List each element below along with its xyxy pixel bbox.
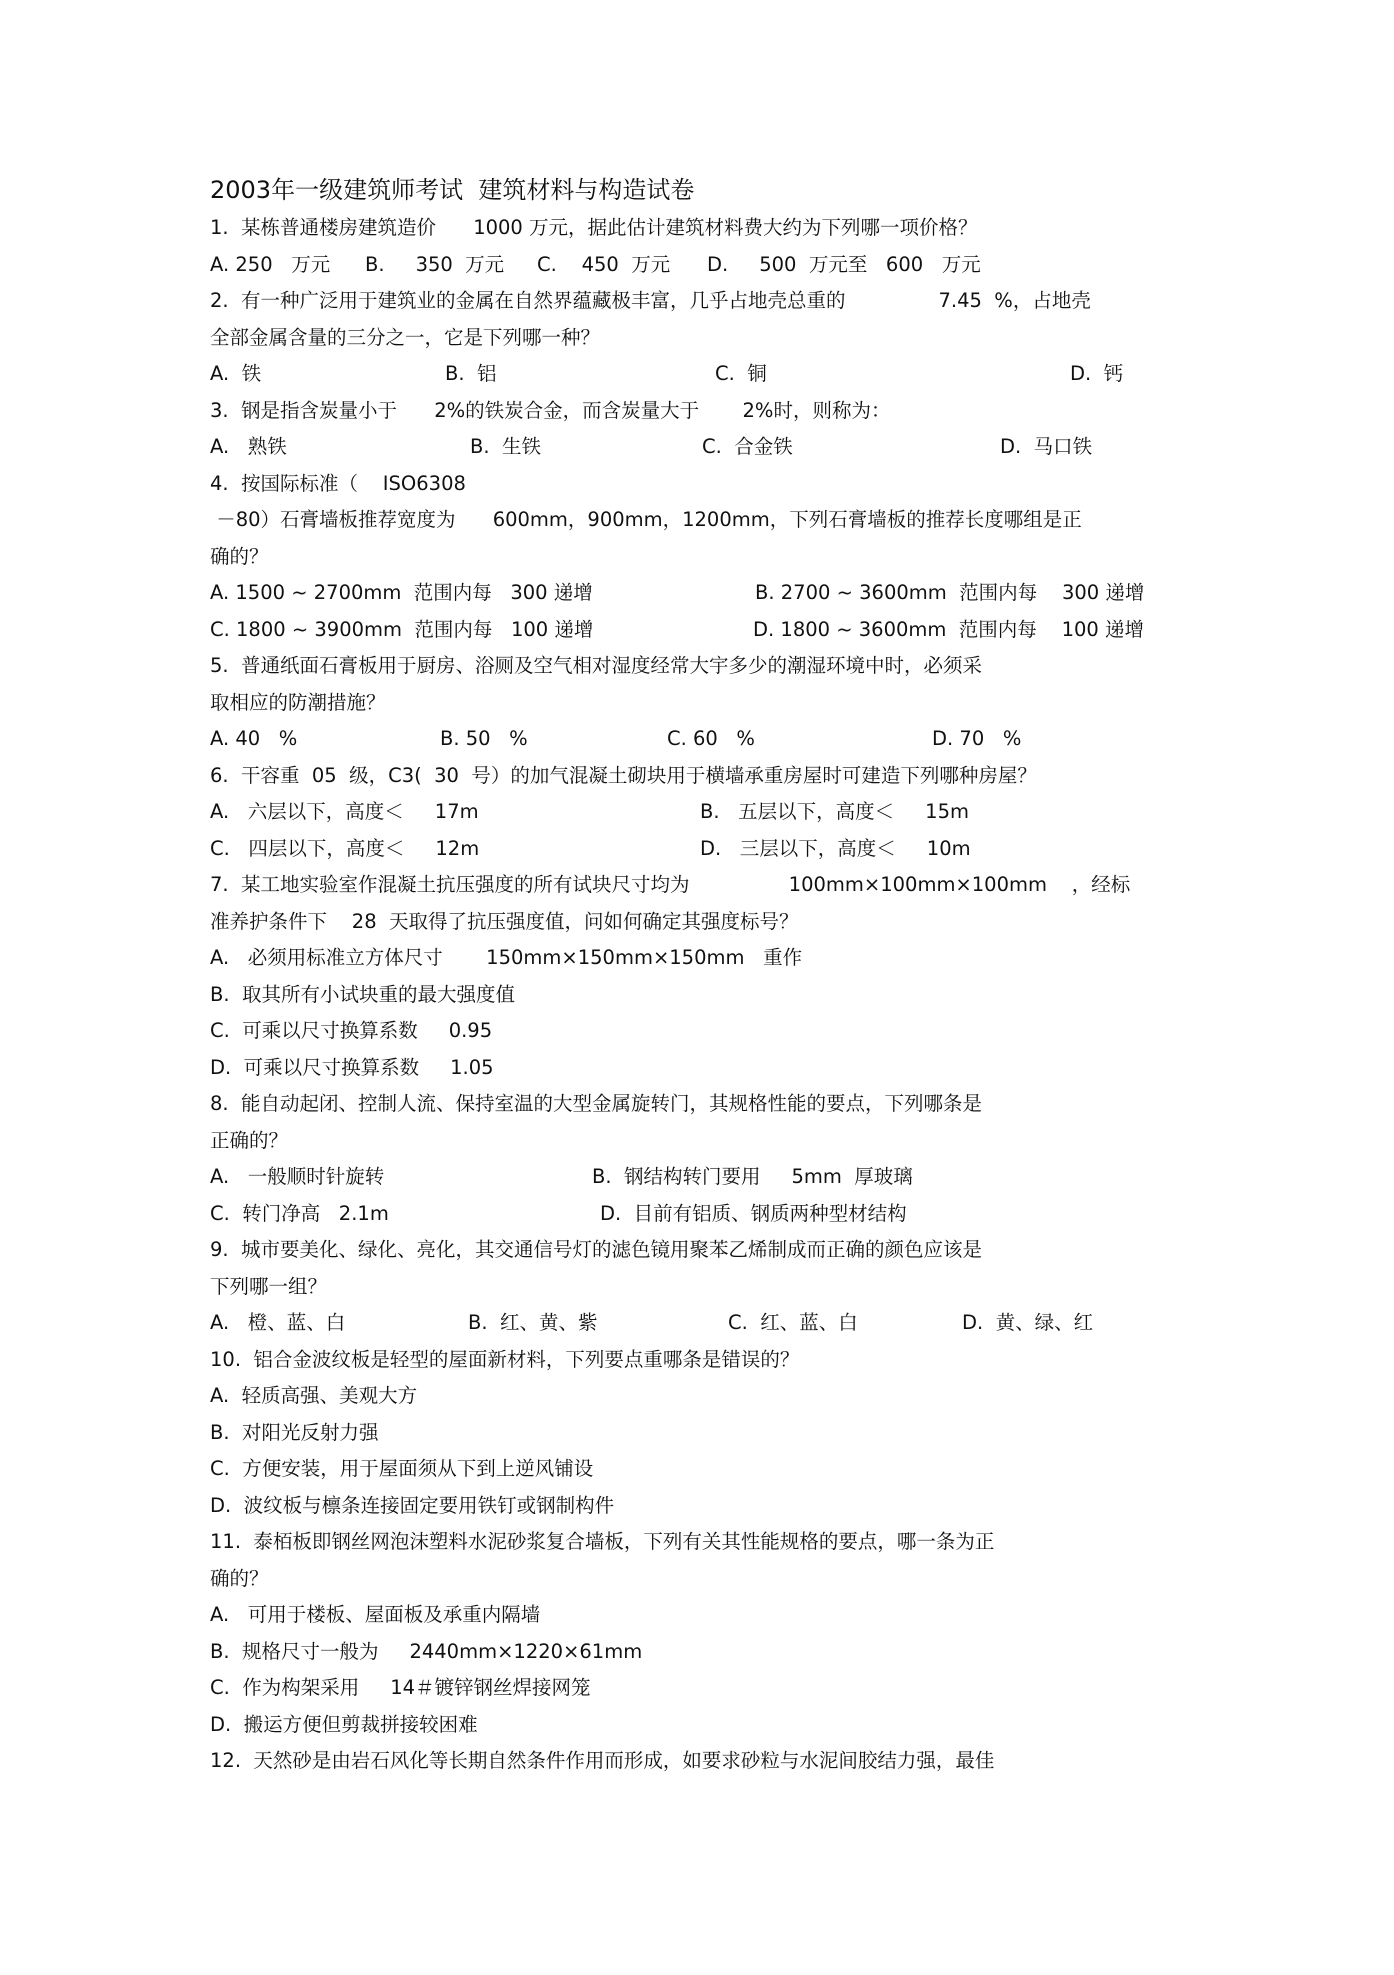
q5-option-a: A. 40 % <box>210 727 298 750</box>
q5-option-b: B. 50 % <box>440 727 528 750</box>
q9-option-c: C. 红、蓝、白 <box>728 1311 858 1334</box>
q2-stem-line1: 2. 有一种广泛用于建筑业的金属在自然界蕴藏极丰富，几乎占地壳总重的 7.45 %，占地壳 <box>210 289 1091 312</box>
q1-option-c: C. 450 万元 <box>537 252 671 276</box>
q8-option-b: B. 钢结构转门要用 5mm 厚玻璃 <box>592 1165 913 1188</box>
q4-stem-line2: －80）石膏墙板推荐宽度为 600mm，900mm，1200mm，下列石膏墙板的推荐长度哪组是正 <box>210 508 1082 531</box>
q9-option-b: B. 红、黄、紫 <box>468 1311 598 1334</box>
q4-stem-line1: 4. 按国际标准（ ISO6308 <box>210 471 466 495</box>
q5-option-d: D. 70 % <box>932 727 1022 750</box>
q8-stem-line1: 8. 能自动起闭、控制人流、保持室温的大型金属旋转门，其规格性能的要点，下列哪条是 <box>210 1092 983 1115</box>
q11-option-d: D. 搬运方便但剪裁拼接较困难 <box>210 1712 478 1736</box>
q5-stem-line1: 5. 普通纸面石膏板用于厨房、浴厕及空气相对湿度经常大宇多少的潮湿环境中时，必须采 <box>210 654 983 677</box>
q8-option-d: D. 目前有铝质、钢质两种型材结构 <box>600 1201 907 1225</box>
q10-stem: 10. 铝合金波纹板是轻型的屋面新材料，下列要点重哪条是错误的？ <box>210 1347 800 1371</box>
q3-options <box>210 429 1210 466</box>
q3-option-a: A. 熟铁 <box>210 435 287 458</box>
q3-option-b: B. 生铁 <box>470 435 541 458</box>
q4-option-b: B. 2700 ~ 3600mm 范围内每 300 递增 <box>755 581 1145 604</box>
q8-options-row2 <box>210 1196 1210 1233</box>
q11-stem-line2: 确的？ <box>210 1566 269 1590</box>
q2-stem-line2: 全部金属含量的三分之一，它是下列哪一种？ <box>210 325 601 349</box>
q6-options-row2 <box>210 831 1210 868</box>
q12-stem-line1: 12. 天然砂是由岩石风化等长期自然条件作用而形成，如要求砂粒与水泥间胶结力强，最佳 <box>210 1749 995 1772</box>
exam-content <box>210 170 1210 1780</box>
q6-stem: 6. 干容重 05 级，C3( 30 号）的加气混凝土砌块用于横墙承重房屋时可建造下列哪种房屋？ <box>210 763 1037 787</box>
q8-option-c: C. 转门净高 2.1m <box>210 1201 389 1225</box>
q1-option-b: B. 350 万元 <box>365 252 505 276</box>
q7-stem-line2: 准养护条件下 28 天取得了抗压强度值，问如何确定其强度标号？ <box>210 909 799 933</box>
q9-stem-line1: 9. 城市要美化、绿化、亮化，其交通信号灯的滤色镜用聚苯乙烯制成而正确的颜色应该是 <box>210 1238 983 1261</box>
q9-option-a: A. 橙、蓝、白 <box>210 1311 346 1334</box>
q2-options <box>210 356 1210 393</box>
q1-option-a: A. 250 万元 <box>210 252 331 276</box>
q4-option-a: A. 1500 ~ 2700mm 范围内每 300 递增 <box>210 581 593 604</box>
q8-stem-line2: 正确的？ <box>210 1128 289 1152</box>
q4-stem-line3: 确的？ <box>210 544 269 568</box>
q9-option-d: D. 黄、绿、红 <box>962 1311 1094 1334</box>
q7-option-d: D. 可乘以尺寸换算系数 1.05 <box>210 1055 494 1079</box>
q4-option-c: C. 1800 ~ 3900mm 范围内每 100 递增 <box>210 617 594 641</box>
q5-stem-line2: 取相应的防潮措施？ <box>210 690 386 714</box>
q11-option-c: C. 作为构架采用 14＃镀锌钢丝焊接网笼 <box>210 1676 591 1699</box>
q9-options <box>210 1305 1210 1342</box>
q10-option-b: B. 对阳光反射力强 <box>210 1420 379 1444</box>
q9-stem-line2: 下列哪一组？ <box>210 1274 328 1298</box>
q11-stem-line1: 11. 泰栢板即钢丝网泡沫塑料水泥砂浆复合墙板，下列有关其性能规格的要点，哪一条为正 <box>210 1530 995 1553</box>
q7-option-a: A. 必须用标准立方体尺寸 150mm×150mm×150mm 重作 <box>210 946 803 969</box>
q6-option-d: D. 三层以下，高度＜ 10m <box>700 836 971 860</box>
q4-options-row1 <box>210 575 1210 612</box>
q1-stem: 1. 某栋普通楼房建筑造价 1000 万元，据此估计建筑材料费大约为下列哪一项价格？ <box>210 216 978 239</box>
q10-option-a: A. 轻质高强、美观大方 <box>210 1384 418 1407</box>
q3-option-c: C. 合金铁 <box>702 435 793 458</box>
q8-option-a: A. 一般顺时针旋转 <box>210 1165 385 1188</box>
q7-stem-line1: 7. 某工地实验室作混凝土抗压强度的所有试块尺寸均为 100mm×100mm×100mm ，经标 <box>210 873 1131 896</box>
q3-option-d: D. 马口铁 <box>1000 435 1093 458</box>
q6-option-b: B. 五层以下，高度＜ 15m <box>700 800 969 823</box>
q2-option-d: D. 钙 <box>1070 362 1124 385</box>
q2-option-a: A. 铁 <box>210 362 262 385</box>
q8-options-row1 <box>210 1159 1210 1196</box>
q5-option-c: C. 60 % <box>667 727 755 750</box>
q10-option-c: C. 方便安装，用于屋面须从下到上逆风铺设 <box>210 1457 594 1480</box>
q2-option-b: B. 铝 <box>445 362 497 385</box>
document-title: 2003年一级建筑师考试 建筑材料与构造试卷 <box>210 176 695 204</box>
q7-option-c: C. 可乘以尺寸换算系数 0.95 <box>210 1019 493 1042</box>
q5-options <box>210 721 1210 758</box>
q6-option-c: C. 四层以下，高度＜ 12m <box>210 836 480 860</box>
q10-option-d: D. 波纹板与檩条连接固定要用铁钉或钢制构件 <box>210 1493 615 1517</box>
q11-option-a: A. 可用于楼板、屋面板及承重内隔墙 <box>210 1603 541 1626</box>
q1-option-d: D. 500 万元至 600 万元 <box>707 252 981 276</box>
q4-option-d: D. 1800 ~ 3600mm 范围内每 100 递增 <box>753 617 1144 641</box>
q1-options <box>210 247 1210 284</box>
q6-options-row1 <box>210 794 1210 831</box>
q7-option-b: B. 取其所有小试块重的最大强度值 <box>210 982 515 1006</box>
q11-option-b: B. 规格尺寸一般为 2440mm×1220×61mm <box>210 1639 643 1663</box>
q4-options-row2 <box>210 612 1210 649</box>
q2-option-c: C. 铜 <box>715 362 767 385</box>
q3-stem: 3. 钢是指含炭量小于 2%的铁炭合金，而含炭量大于 2%时，则称为： <box>210 398 891 422</box>
q6-option-a: A. 六层以下，高度＜ 17m <box>210 800 479 823</box>
